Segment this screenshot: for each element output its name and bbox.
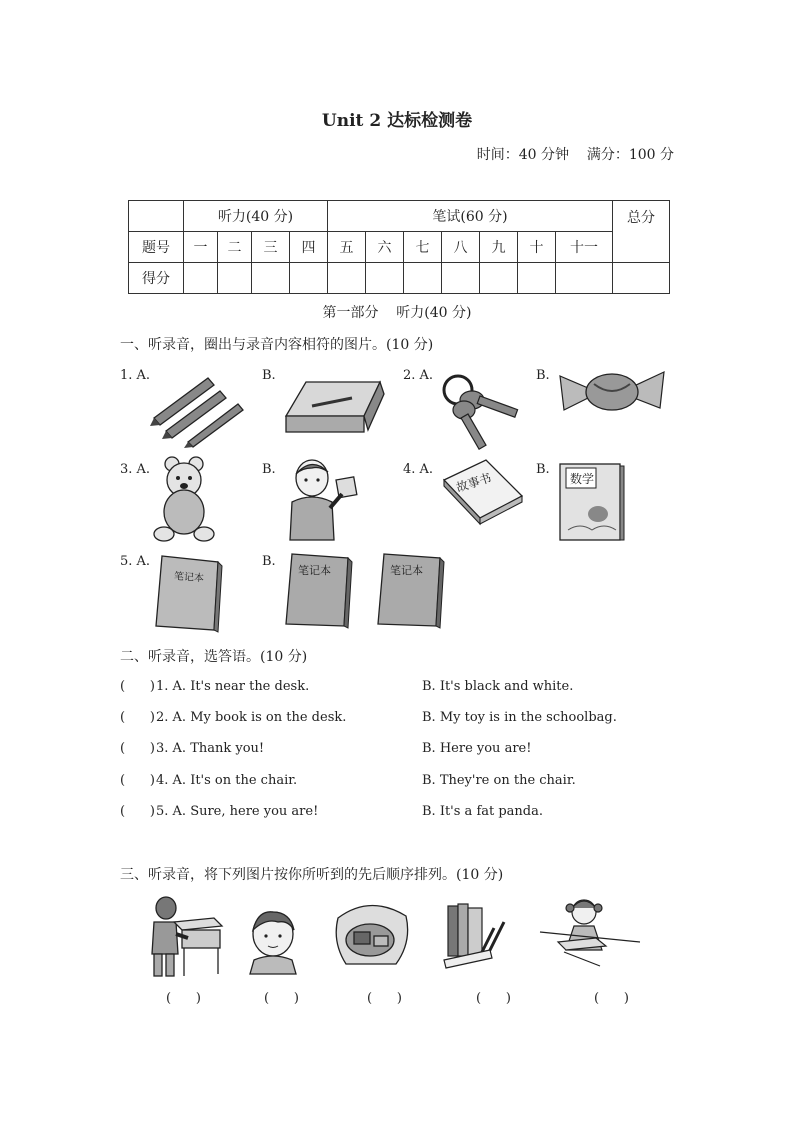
question-number: 二 (218, 232, 252, 263)
schoolbag-image (332, 898, 410, 968)
q1-item1-b-label: B. (262, 368, 276, 383)
q2-answer-blank[interactable]: ( ) (120, 741, 155, 756)
q2-heading: 二、听录音，选答语。(10 分) (120, 649, 308, 665)
question-number: 十一 (556, 232, 613, 263)
keys-image[interactable] (432, 372, 527, 444)
q3-order-blank[interactable]: ( ) (367, 991, 402, 1006)
pencil-box-image[interactable] (282, 376, 388, 436)
q3-order-blank[interactable]: ( ) (264, 991, 299, 1006)
question-number: 五 (328, 232, 366, 263)
notebook-b2-title: 笔记本 (390, 564, 423, 577)
q2-option-b: B. Here you are! (422, 741, 532, 756)
books-and-pencils-image (444, 898, 510, 970)
total-header: 总分 (613, 201, 670, 263)
score-cell[interactable] (556, 263, 613, 294)
q1-item4-b-label: B. (536, 462, 550, 477)
question-number: 七 (404, 232, 442, 263)
writing-header: 笔试(60 分) (328, 201, 613, 232)
score-cell[interactable] (404, 263, 442, 294)
q1-item1-a-label: 1. A. (120, 368, 151, 383)
q2-answer-blank[interactable]: ( ) (120, 804, 155, 819)
score-cell[interactable] (328, 263, 366, 294)
q1-item3-a-label: 3. A. (120, 462, 151, 477)
question-number-label: 题号 (129, 232, 184, 263)
q2-option-a: 4. A. It's on the chair. (156, 773, 298, 788)
q2-answer-blank[interactable]: ( ) (120, 710, 155, 725)
q2-option-b: B. It's a fat panda. (422, 804, 544, 819)
q1-heading: 一、听录音，圈出与录音内容相符的图片。(10 分) (120, 337, 434, 353)
q3-order-blank[interactable]: ( ) (476, 991, 511, 1006)
math-book-title: 数学 (570, 472, 595, 486)
score-cell[interactable] (252, 263, 290, 294)
question-number: 三 (252, 232, 290, 263)
q2-option-a: 3. A. Thank you! (156, 741, 265, 756)
part-one-title: 第一部分 听力(40 分) (322, 305, 472, 321)
notebook-b1-image[interactable] (284, 552, 354, 632)
score-cell[interactable] (442, 263, 480, 294)
math-book-image[interactable] (558, 462, 626, 542)
q1-item2-a-label: 2. A. (403, 368, 434, 383)
notebook-b2-image[interactable] (376, 552, 446, 632)
score-row-label: 得分 (129, 263, 184, 294)
q3-order-blank[interactable]: ( ) (594, 991, 629, 1006)
boy-face-image (248, 910, 298, 976)
boy-with-book-image[interactable] (284, 458, 360, 542)
score-cell[interactable] (184, 263, 218, 294)
total-score-cell[interactable] (613, 263, 670, 294)
q2-option-a: 5. A. Sure, here you are! (156, 804, 319, 819)
score-cell[interactable] (518, 263, 556, 294)
girl-sitting-image (540, 892, 644, 972)
q1-item4-a-label: 4. A. (403, 462, 434, 477)
score-cell[interactable] (218, 263, 252, 294)
q2-option-b: B. It's black and white. (422, 679, 574, 694)
question-number: 一 (184, 232, 218, 263)
q3-heading: 三、听录音，将下列图片按你所听到的先后顺序排列。(10 分) (120, 867, 504, 883)
listening-header: 听力(40 分) (184, 201, 328, 232)
q1-item5-b-label: B. (262, 554, 276, 569)
q1-item5-a-label: 5. A. (120, 554, 151, 569)
time-info: 时间：40 分钟 满分：100 分 (476, 147, 674, 163)
page-title: Unit 2 达标检测卷 (321, 111, 473, 131)
question-number: 八 (442, 232, 480, 263)
boy-at-desk-image (144, 894, 224, 978)
storybook-image[interactable] (440, 458, 524, 524)
pencils-image[interactable] (150, 368, 250, 446)
notebook-a-image[interactable] (154, 554, 224, 634)
score-table-corner (129, 201, 184, 232)
teddy-bear-image[interactable] (150, 456, 216, 542)
question-number: 十 (518, 232, 556, 263)
notebook-a-title: 笔记本 (173, 571, 205, 585)
q2-option-b: B. My toy is in the schoolbag. (422, 710, 617, 725)
q3-order-blank[interactable]: ( ) (166, 991, 201, 1006)
q2-option-b: B. They're on the chair. (422, 773, 576, 788)
question-number: 六 (366, 232, 404, 263)
score-cell[interactable] (290, 263, 328, 294)
candy-image[interactable] (560, 368, 664, 414)
question-number: 四 (290, 232, 328, 263)
score-cell[interactable] (480, 263, 518, 294)
q2-option-a: 1. A. It's near the desk. (156, 679, 310, 694)
q2-option-a: 2. A. My book is on the desk. (156, 710, 347, 725)
q2-answer-blank[interactable]: ( ) (120, 773, 155, 788)
question-number: 九 (480, 232, 518, 263)
q1-item3-b-label: B. (262, 462, 276, 477)
q2-answer-blank[interactable]: ( ) (120, 679, 155, 694)
score-table (128, 200, 670, 294)
q1-item2-b-label: B. (536, 368, 550, 383)
score-cell[interactable] (366, 263, 404, 294)
storybook-title: 故事书 (454, 470, 494, 495)
notebook-b1-title: 笔记本 (298, 564, 331, 577)
